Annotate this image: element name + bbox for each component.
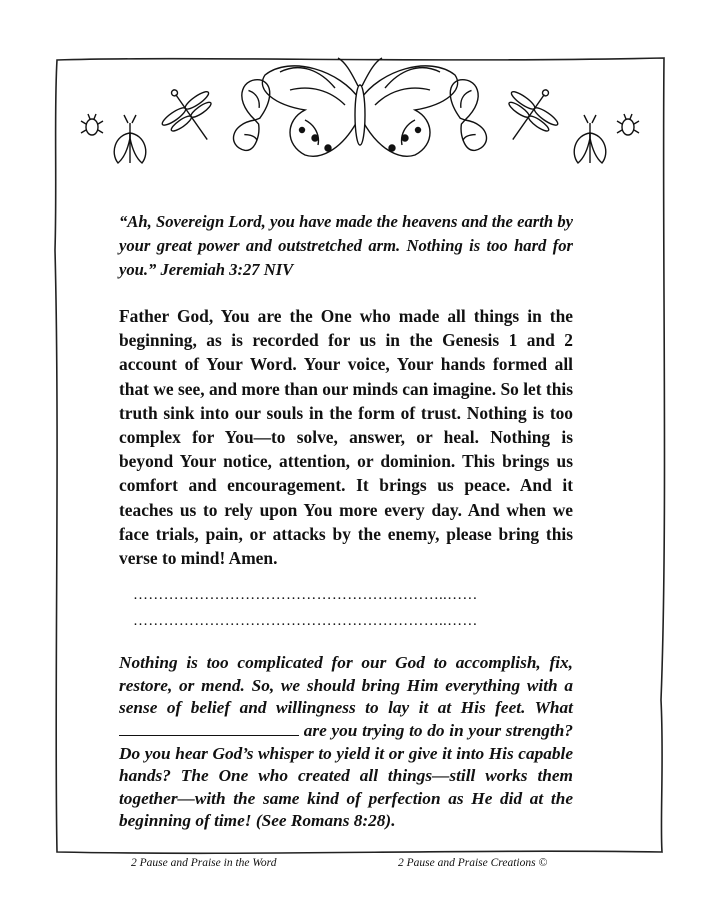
butterfly-header-illustration: [70, 55, 650, 195]
footer-left-text: 2 Pause and Praise in the Word: [131, 857, 277, 869]
moth-icon: [574, 115, 606, 163]
fill-in-blank[interactable]: [119, 721, 299, 736]
butterfly-icon: [262, 58, 457, 156]
butterfly-icon: [217, 76, 287, 154]
scripture-verse: “Ah, Sovereign Lord, you have made the heavens and the earth by your great power and outstretched arm. Nothing is too hard for you.” Jeremiah 3:27 NIV: [119, 212, 573, 279]
dragonfly-icon: [150, 74, 230, 155]
dragonfly-icon: [490, 74, 570, 155]
footer-right-text: 2 Pause and Praise Creations ©: [398, 857, 548, 869]
reflection-paragraph: [119, 652, 573, 833]
beetle-icon: [617, 114, 639, 135]
notes-line-1: ……………………………………………………..……: [133, 587, 478, 604]
prayer-paragraph: Father God, You are the One who made all things in the beginning, as is recorded for us in the Genesis 1 and 2 account of Your Word. Your voice, Your hands formed all that we see, and more than our minds can imagine. So let this truth sink into our souls in the form of trust. Nothing is too complex for You—to solve, answer, or heal. Nothing is beyond Your notice, attention, or dominion. This brings us comfort and encouragement. It brings us peace. And it teaches us to rely upon You more every day. And when we face trials, pain, or attacks by the enemy, please bring this verse to mind! Amen.: [119, 306, 573, 569]
reflection-text-part1: Nothing is too complicated for our God to accomplish, fix, restore, or mend. So, we should bring Him everything with a sense of belief and willingness to lay it at His feet. What: [119, 653, 573, 718]
reflection-text-part2: are you trying to do in your strength? Do you hear God’s whisper to yield it or give it into His capable hands? The One who created all things—still works them together—with the same kind of perfection as He did at the beginning of time! (See Romans 8:28).: [119, 721, 573, 831]
butterfly-icon: [434, 76, 504, 154]
moth-icon: [114, 115, 146, 163]
beetle-icon: [81, 114, 103, 135]
main-content: [119, 210, 573, 833]
notes-line-2: ……………………………………………………..……: [133, 613, 478, 630]
